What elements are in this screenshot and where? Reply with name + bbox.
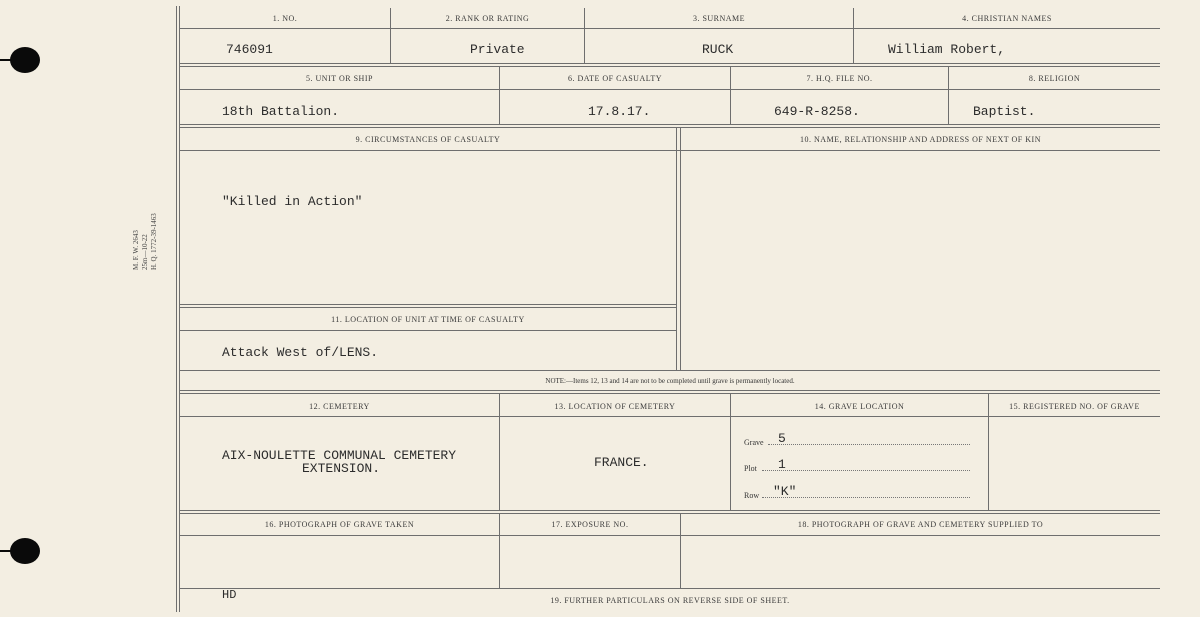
date-casualty-value: 17.8.17. <box>588 104 651 119</box>
initials-mark: HD <box>222 588 237 602</box>
punch-hole-top <box>10 47 40 73</box>
hq-file-value: 649-R-8258. <box>774 104 860 119</box>
grave-label: Grave <box>744 438 764 447</box>
header-circumstances: 9. CIRCUMSTANCES OF CASUALTY <box>355 135 501 144</box>
punch-hole-bottom <box>10 538 40 564</box>
header-rank: 2. RANK OR RATING <box>445 14 530 23</box>
religion-value: Baptist. <box>973 104 1036 119</box>
print-note-line: M. F. W. 2643 <box>132 230 140 270</box>
header-photo-supplied: 18. PHOTOGRAPH OF GRAVE AND CEMETERY SUPPLIED TO <box>797 520 1044 529</box>
header-religion: 8. RELIGION <box>1028 74 1081 83</box>
row-label: Row <box>744 491 760 500</box>
rank-value: Private <box>470 42 525 57</box>
location-cemetery-value: FRANCE. <box>594 455 649 470</box>
header-surname: 3. SURNAME <box>692 14 746 23</box>
header-grave-location: 14. GRAVE LOCATION <box>814 402 905 411</box>
note-text: NOTE:—Items 12, 13 and 14 are not to be completed until grave is permanently located. <box>545 377 795 385</box>
header-cemetery: 12. CEMETERY <box>309 402 370 411</box>
header-photo-taken: 16. PHOTOGRAPH OF GRAVE TAKEN <box>264 520 415 529</box>
header-christian-names: 4. CHRISTIAN NAMES <box>962 14 1052 23</box>
plot-value: 1 <box>778 457 786 472</box>
unit-value: 18th Battalion. <box>222 104 340 119</box>
form-print-note <box>132 213 159 270</box>
header-unit: 5. UNIT OR SHIP <box>306 74 373 83</box>
print-note-line: 25m—10-22 <box>141 234 149 270</box>
footer-further-particulars: 19. FURTHER PARTICULARS ON REVERSE SIDE OF SHEET. <box>550 596 790 605</box>
grave-value: 5 <box>778 431 786 446</box>
surname-value: RUCK <box>702 42 734 57</box>
christian-names-value: William Robert, <box>888 42 1006 57</box>
service-number: 746091 <box>226 42 273 57</box>
header-date-casualty: 6. DATE OF CASUALTY <box>567 74 663 83</box>
header-hq-file: 7. H.Q. FILE NO. <box>806 74 873 83</box>
header-location-cemetery: 13. LOCATION OF CEMETERY <box>554 402 676 411</box>
header-registered-no: 15. REGISTERED NO. OF GRAVE <box>1009 402 1140 411</box>
plot-label: Plot <box>744 464 757 473</box>
row-value: "K" <box>773 484 797 499</box>
circumstances-value: "Killed in Action" <box>222 194 363 209</box>
print-note-line: H. Q. 1772-39-1463 <box>150 213 158 270</box>
location-unit-value: Attack West of/LENS. <box>222 345 379 360</box>
header-next-of-kin: 10. NAME, RELATIONSHIP AND ADDRESS OF NEXT OF KIN <box>800 135 1041 144</box>
header-exposure: 17. EXPOSURE NO. <box>551 520 629 529</box>
cemetery-line-1: AIX-NOULETTE COMMUNAL CEMETERY <box>222 448 457 463</box>
header-no: 1. NO. <box>272 14 298 23</box>
header-location-unit: 11. LOCATION OF UNIT AT TIME OF CASUALTY <box>331 315 525 324</box>
cemetery-line-2: EXTENSION. <box>302 461 381 476</box>
